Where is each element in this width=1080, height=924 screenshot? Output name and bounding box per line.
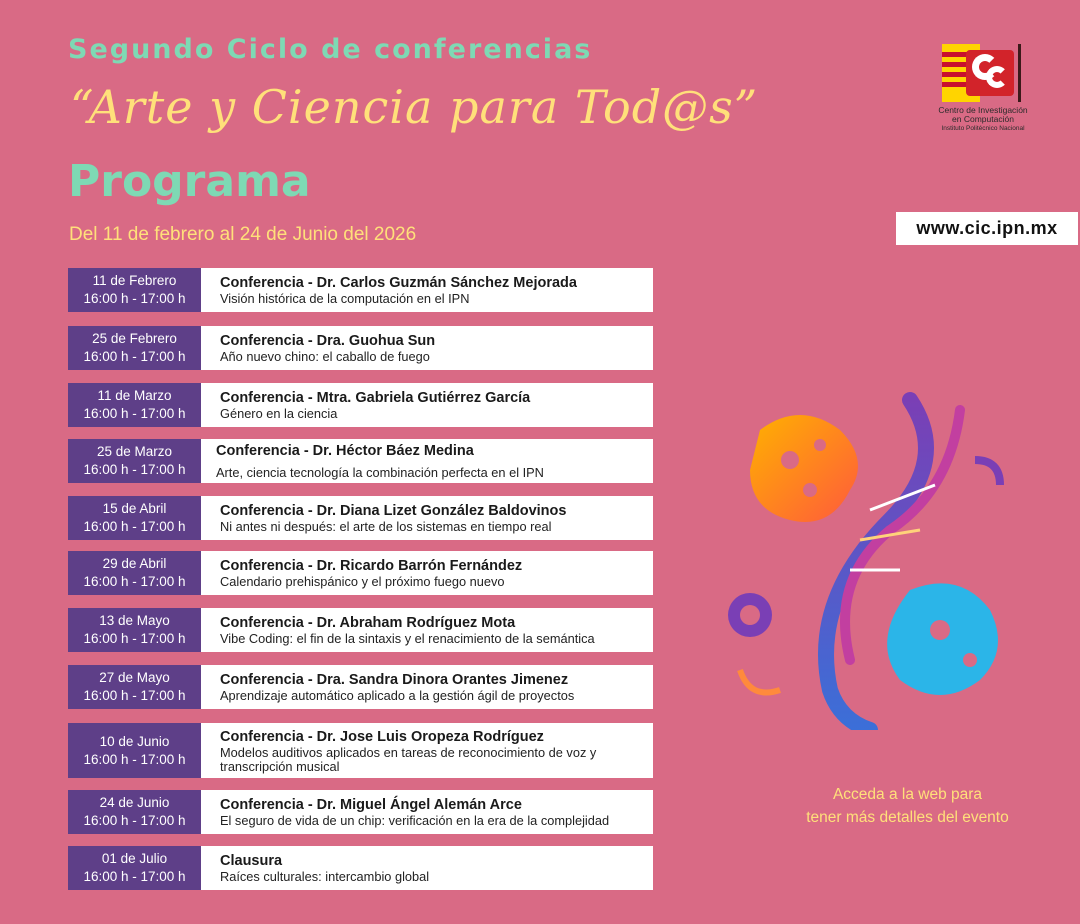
event-row	[68, 383, 653, 427]
event-date: 11 de Marzo	[97, 388, 172, 403]
program-heading: Programa	[68, 156, 311, 207]
event-time: 16:00 h - 17:00 h	[83, 291, 186, 306]
more-info-note	[780, 783, 1035, 829]
event-info	[201, 790, 653, 834]
event-info	[201, 551, 653, 595]
event-description: Año nuevo chino: el caballo de fuego	[220, 349, 430, 364]
event-date-block	[68, 608, 201, 652]
event-date-block	[68, 383, 201, 427]
event-date-block	[68, 665, 201, 709]
event-description: Vibe Coding: el fin de la sintaxis y el renacimiento de la semántica	[220, 631, 595, 646]
event-time: 16:00 h - 17:00 h	[83, 462, 186, 477]
event-time: 16:00 h - 17:00 h	[83, 688, 186, 703]
event-title-text: Conferencia - Dr. Miguel Ángel Alemán Arce	[220, 797, 522, 813]
event-title-text: Conferencia - Mtra. Gabriela Gutiérrez García	[220, 390, 531, 406]
event-info	[201, 846, 653, 890]
event-title-text: Conferencia - Dr. Carlos Guzmán Sánchez Mejorada	[220, 275, 577, 291]
event-date-block	[68, 439, 201, 483]
event-info	[201, 268, 653, 312]
event-info	[201, 439, 653, 483]
event-title-text: Conferencia - Dra. Guohua Sun	[220, 333, 436, 349]
event-date: 01 de Julio	[101, 851, 168, 866]
event-description: Calendario prehispánico y el próximo fuego nuevo	[220, 574, 505, 589]
event-date-block	[68, 326, 201, 370]
event-date: 25 de Febrero	[92, 331, 177, 346]
event-description: Género en la ciencia	[220, 406, 338, 421]
event-time: 16:00 h - 17:00 h	[83, 574, 186, 589]
event-date-block	[68, 551, 201, 595]
event-description: Raíces culturales: intercambio global	[220, 869, 430, 884]
website-link[interactable]: www.cic.ipn.mx	[896, 212, 1078, 245]
event-description: Arte, ciencia tecnología la combinación perfecta en el IPN	[216, 465, 544, 480]
logo-text-line1: Centro de Investigación	[938, 105, 1028, 115]
event-time: 16:00 h - 17:00 h	[83, 406, 186, 421]
event-title-text: Conferencia - Dr. Jose Luis Oropeza Rodríguez	[220, 728, 544, 745]
event-info	[201, 326, 653, 370]
event-date: 27 de Mayo	[99, 670, 170, 685]
event-row	[68, 723, 653, 778]
event-time: 16:00 h - 17:00 h	[83, 813, 186, 828]
event-title: “Arte y Ciencia para Tod@s”	[70, 80, 759, 134]
event-date-block	[68, 723, 201, 778]
event-row	[68, 790, 653, 834]
event-time: 16:00 h - 17:00 h	[83, 349, 186, 364]
event-info	[201, 723, 653, 778]
event-title-text: Conferencia - Dr. Ricardo Barrón Fernández	[220, 558, 523, 574]
event-row	[68, 496, 653, 540]
event-date: 25 de Marzo	[96, 444, 173, 459]
event-info	[201, 608, 653, 652]
event-date: 10 de Junio	[99, 733, 170, 749]
event-date-block	[68, 268, 201, 312]
dna-illustration	[720, 390, 1020, 730]
event-date: 15 de Abril	[102, 501, 167, 516]
event-row	[68, 608, 653, 652]
more-info-line1: Acceda a la web para	[832, 786, 983, 803]
event-time: 16:00 h - 17:00 h	[83, 751, 186, 767]
event-date-block	[68, 496, 201, 540]
event-description: El seguro de vida de un chip: verificación en la era de la complejidad	[220, 813, 610, 828]
cic-logo	[930, 44, 1036, 132]
event-description: Modelos auditivos aplicados en tareas de reconocimiento de voz y transcripción musical	[220, 744, 597, 774]
cic-logo-mark	[942, 44, 1022, 102]
event-title-text: Conferencia - Dr. Abraham Rodríguez Mota	[220, 615, 516, 631]
event-row	[68, 326, 653, 370]
event-date: 11 de Febrero	[92, 273, 177, 288]
logo-text-line2: en Computación	[952, 114, 1014, 125]
event-title-text: Clausura	[220, 853, 283, 869]
event-date: 29 de Abril	[102, 556, 167, 571]
event-date-block	[68, 790, 201, 834]
event-row	[68, 551, 653, 595]
event-row	[68, 439, 653, 483]
event-title-text: Conferencia - Dra. Sandra Dinora Orantes Jimenez	[220, 672, 569, 688]
event-description: Aprendizaje automático aplicado a la gestión ágil de proyectos	[220, 688, 575, 703]
logo-text-line3: Instituto Politécnico Nacional	[941, 124, 1025, 132]
event-time: 16:00 h - 17:00 h	[83, 519, 186, 534]
event-info	[201, 383, 653, 427]
event-description: Visión histórica de la computación en el IPN	[220, 291, 470, 306]
event-description: Ni antes ni después: el arte de los sistemas en tiempo real	[220, 519, 552, 534]
event-info	[201, 496, 653, 540]
event-date: 24 de Junio	[99, 795, 170, 810]
event-title-text: Conferencia - Dr. Diana Lizet González Baldovinos	[220, 503, 567, 519]
event-info	[201, 665, 653, 709]
date-range: Del 11 de febrero al 24 de Junio del 2026	[69, 224, 417, 245]
event-series-subtitle: Segundo Ciclo de conferencias	[68, 34, 593, 65]
event-time: 16:00 h - 17:00 h	[83, 631, 186, 646]
event-title-text: Conferencia - Dr. Héctor Báez Medina	[216, 443, 474, 459]
event-row	[68, 665, 653, 709]
event-time: 16:00 h - 17:00 h	[83, 869, 186, 884]
event-date: 13 de Mayo	[99, 613, 170, 628]
event-row	[68, 268, 653, 312]
more-info-line2: tener más detalles del evento	[806, 809, 1009, 826]
event-row	[68, 846, 653, 890]
event-date-block	[68, 846, 201, 890]
